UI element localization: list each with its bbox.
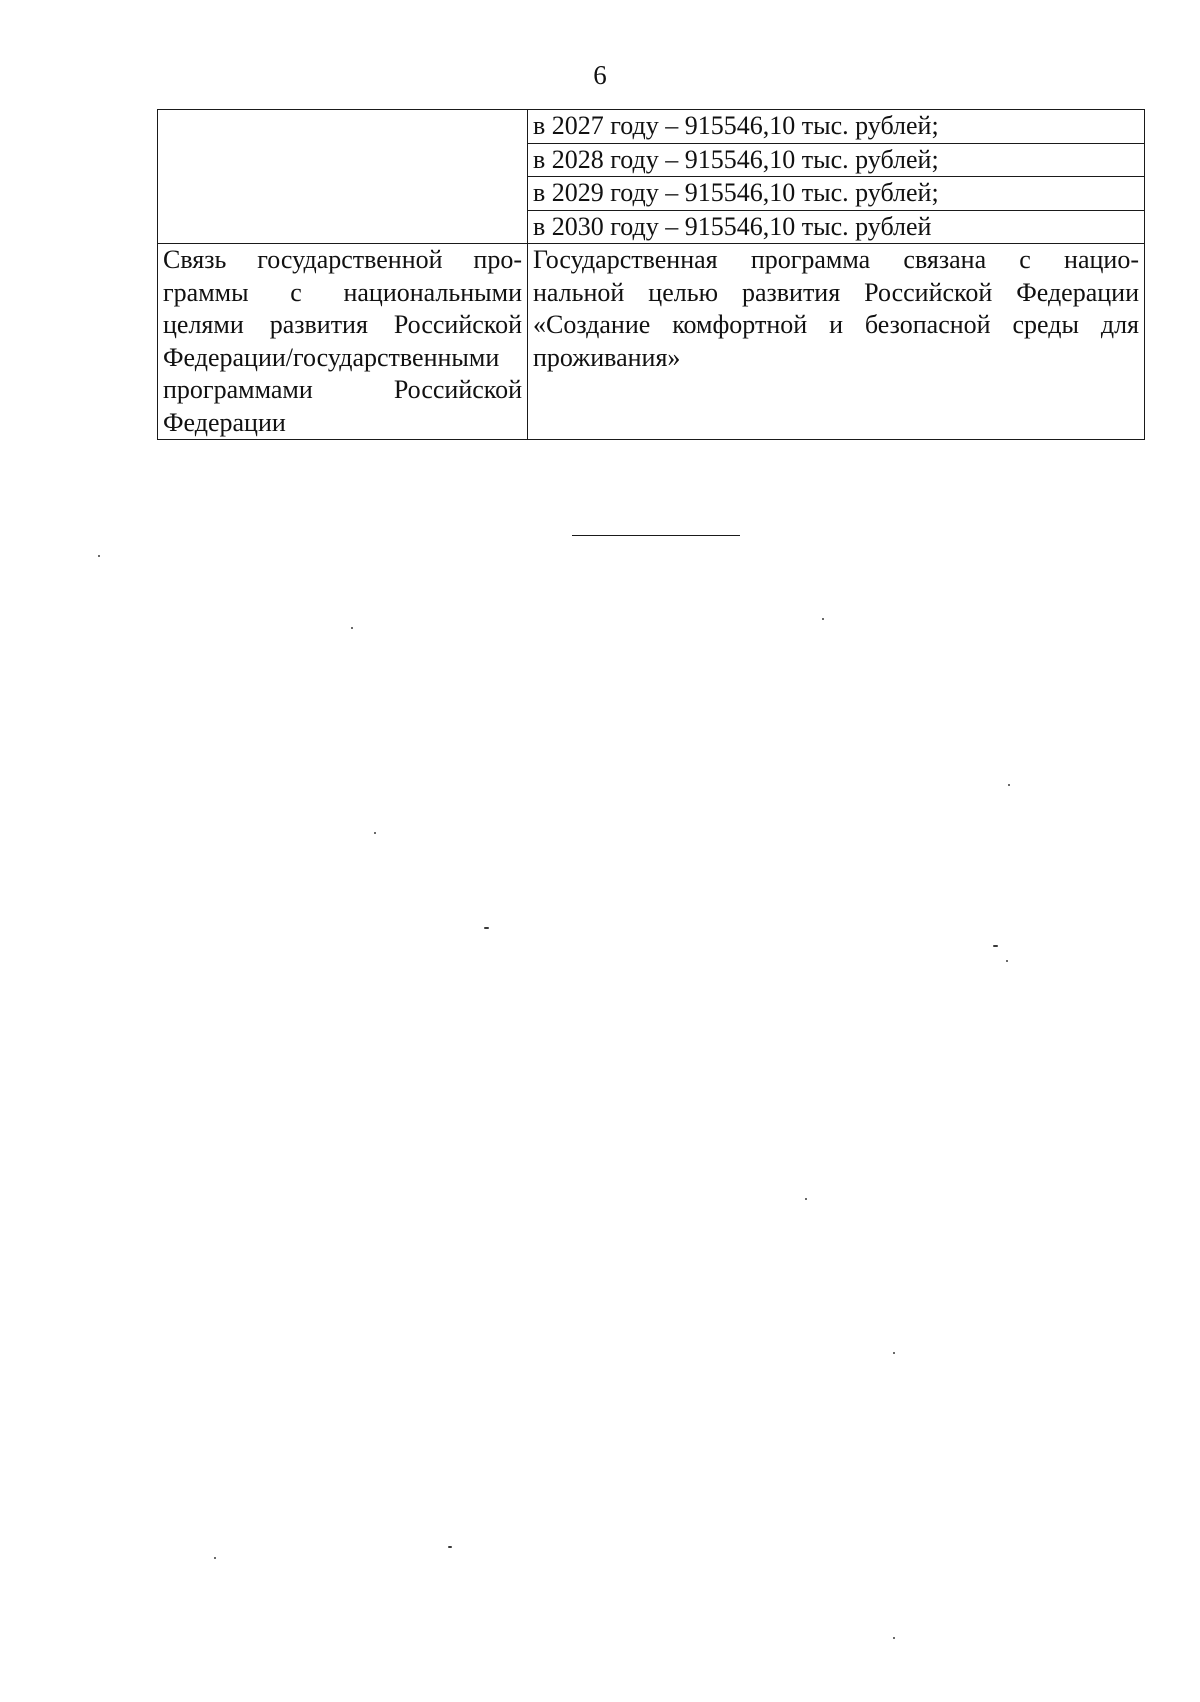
national-goals-label-line: граммы с национальными	[163, 277, 522, 307]
scan-speck	[893, 1637, 895, 1639]
funding-row-label-cell	[158, 110, 528, 244]
national-goals-row	[158, 244, 1145, 440]
page-number: 6	[593, 60, 607, 90]
funding-row	[158, 110, 1145, 244]
scan-speck	[214, 1557, 216, 1559]
national-goals-label-line: Связь государственной про-	[163, 245, 522, 274]
funding-line-2029: в 2029 году – 915546,10 тыс. рублей;	[528, 177, 1144, 211]
scan-speck	[448, 1546, 452, 1548]
national-goals-value-line: нальной целью развития Российской Федерации	[533, 277, 1139, 307]
national-goals-label-line: Федерации	[163, 407, 286, 437]
scan-speck	[1008, 784, 1010, 786]
scan-speck	[98, 555, 100, 557]
scan-speck	[374, 832, 376, 834]
scan-speck	[822, 618, 824, 620]
scan-speck	[993, 945, 998, 947]
scan-speck	[351, 627, 353, 629]
national-goals-label-line: программами Российской	[163, 375, 522, 404]
national-goals-value-line: «Создание комфортной и безопасной среды для	[533, 310, 1139, 339]
scan-speck	[805, 1198, 807, 1200]
national-goals-label-line: Федерации/государственными	[163, 342, 500, 372]
scan-speck	[1006, 960, 1008, 962]
program-passport-table	[157, 109, 1145, 440]
funding-row-values-cell	[528, 110, 1145, 244]
funding-line-2027: в 2027 году – 915546,10 тыс. рублей;	[528, 110, 1144, 144]
scan-speck	[484, 927, 489, 929]
national-goals-value-line: Государственная программа связана с нацио-	[533, 245, 1139, 274]
end-of-section-divider	[572, 535, 740, 536]
national-goals-value-cell	[528, 244, 1145, 440]
national-goals-label-line: целями развития Российской	[163, 310, 522, 339]
funding-line-2028: в 2028 году – 915546,10 тыс. рублей;	[528, 144, 1144, 178]
scan-speck	[893, 1352, 895, 1354]
national-goals-value-line: проживания»	[533, 342, 681, 372]
funding-line-2030: в 2030 году – 915546,10 тыс. рублей	[533, 211, 932, 241]
national-goals-label-cell	[158, 244, 528, 440]
